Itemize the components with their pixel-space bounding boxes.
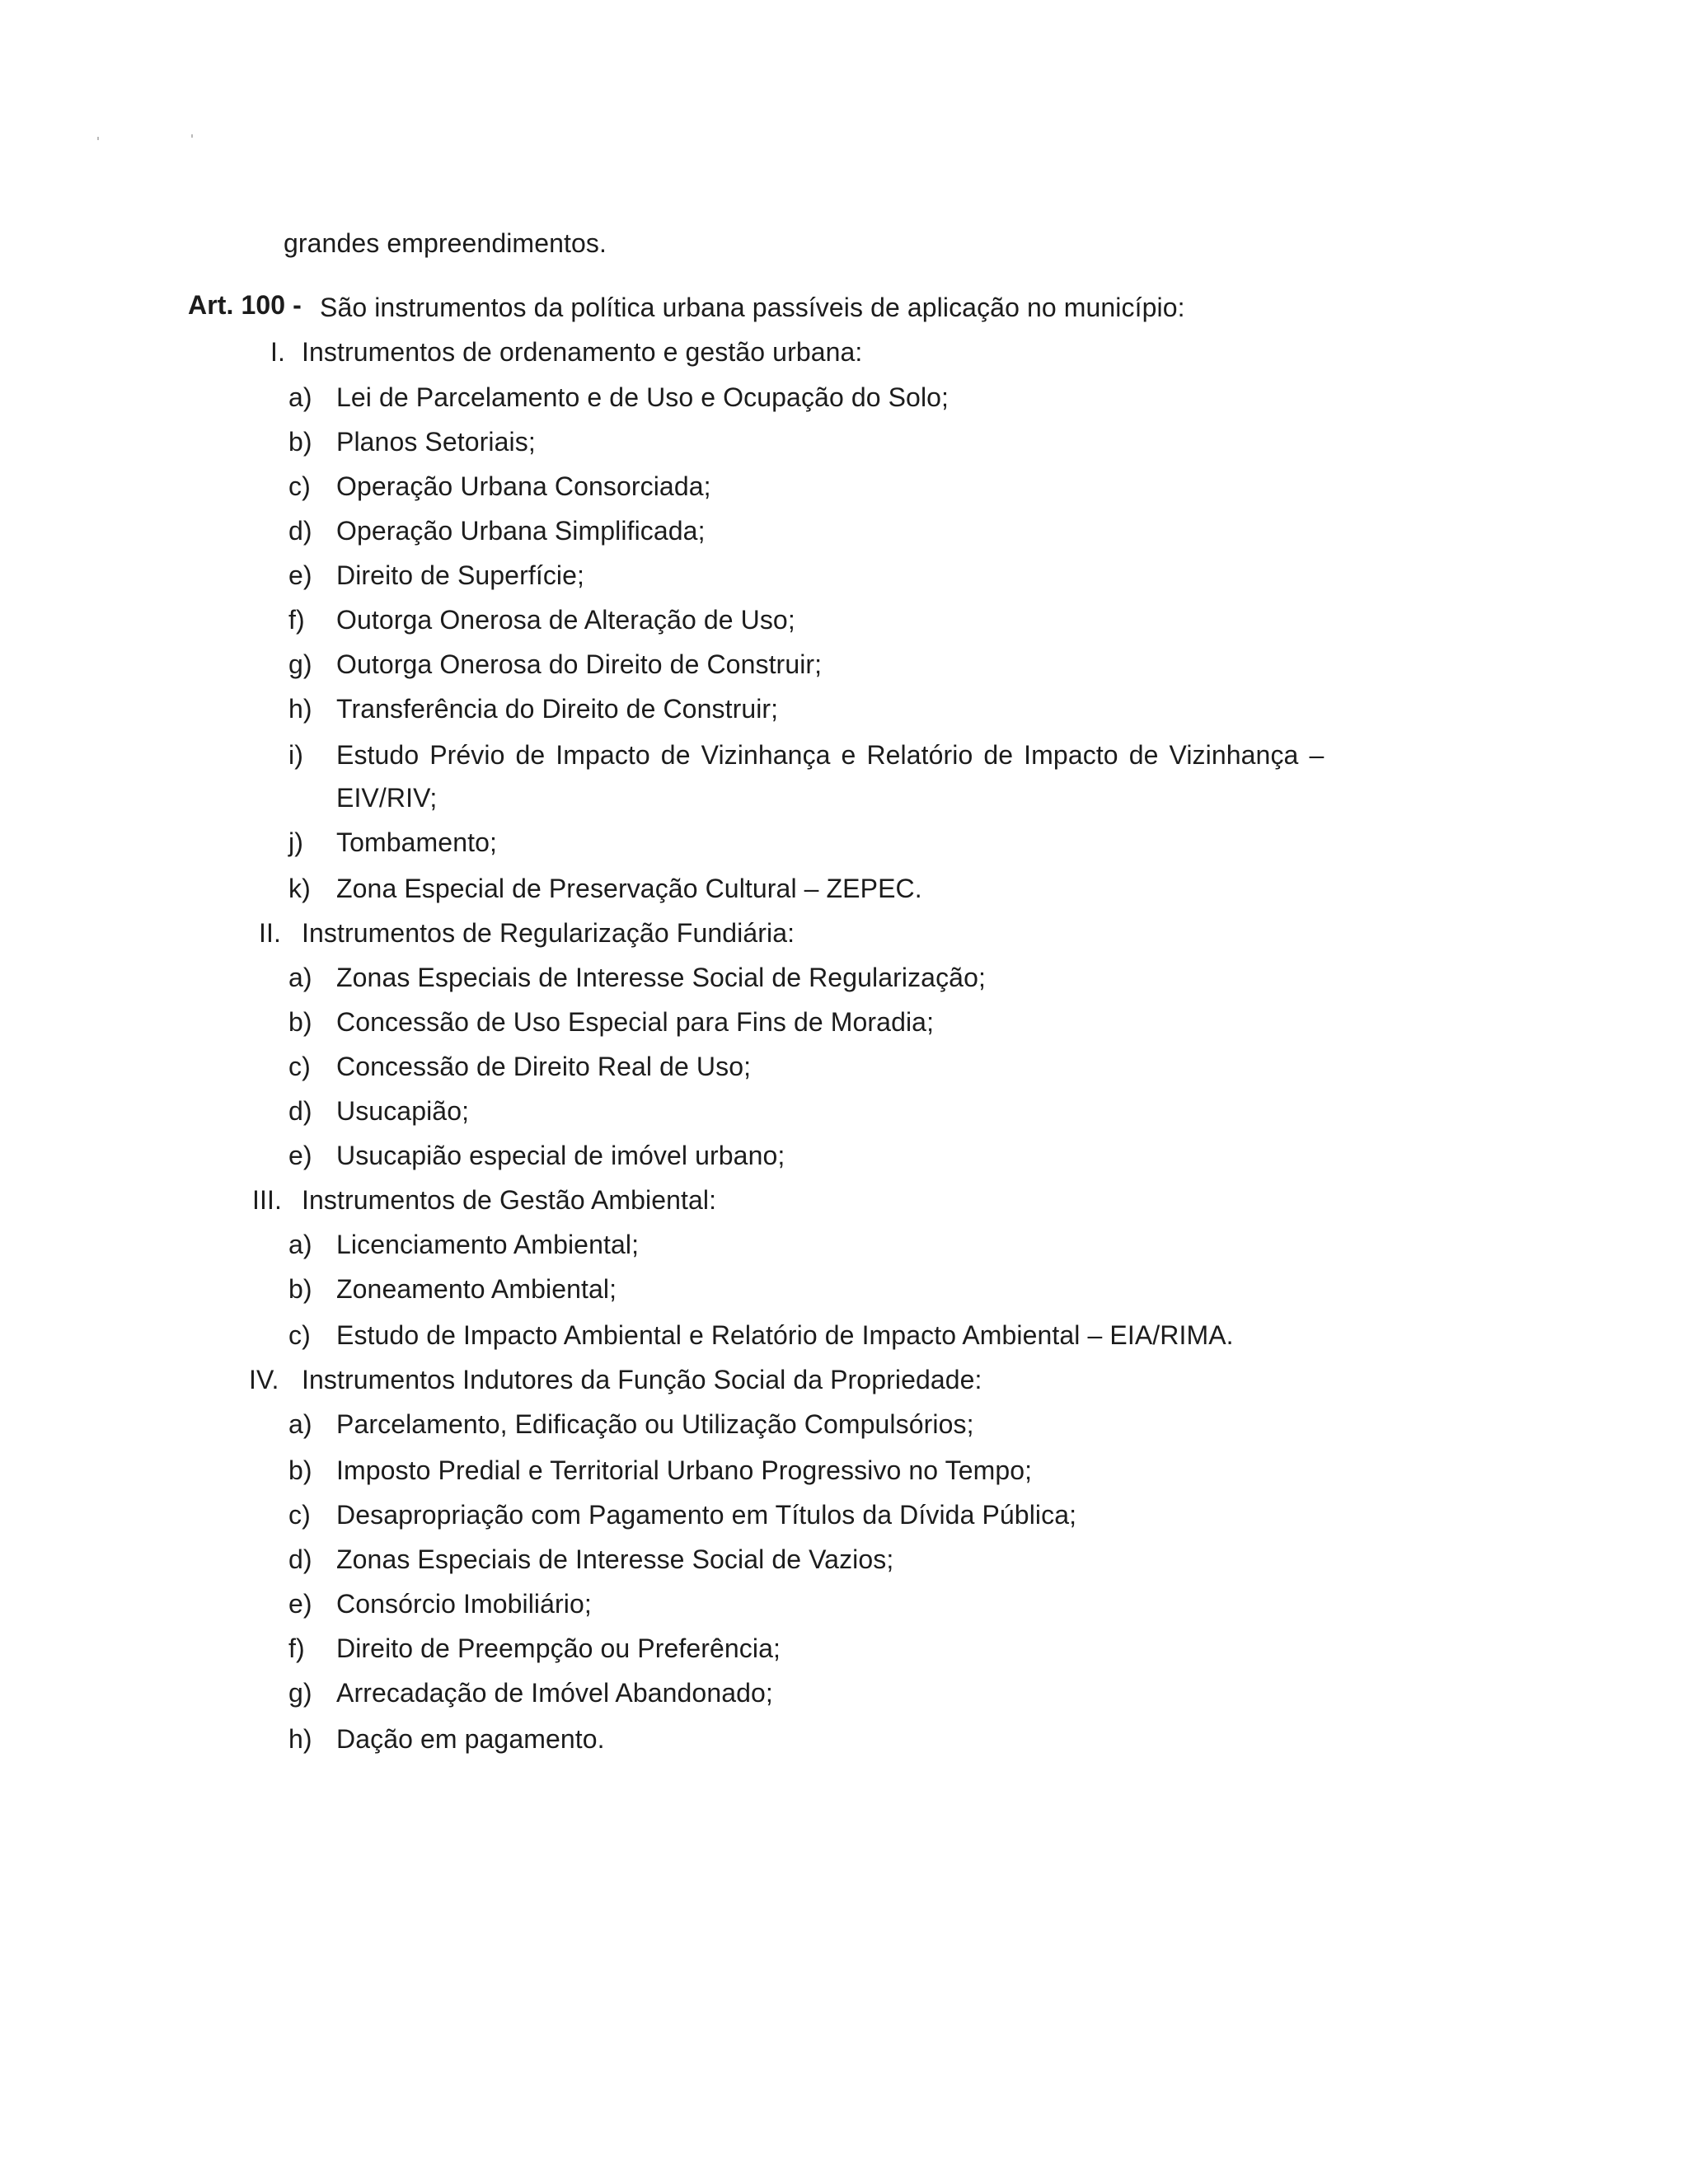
- item-text: Consórcio Imobiliário;: [336, 1589, 592, 1619]
- item-text: Dação em pagamento.: [336, 1724, 605, 1754]
- section-numeral: IV.: [249, 1365, 279, 1394]
- item-text: Direito de Superfície;: [336, 560, 585, 590]
- scan-speck: [97, 137, 99, 140]
- section-title: Instrumentos de Regularização Fundiária:: [302, 918, 795, 948]
- item-text: Concessão de Uso Especial para Fins de Moradia;: [336, 1007, 935, 1037]
- continuation-text: grandes empreendimentos.: [284, 228, 607, 258]
- section-numeral: III.: [252, 1185, 282, 1215]
- item-text-continuation: EIV/RIV;: [336, 783, 438, 813]
- item-letter: h): [288, 694, 312, 724]
- section-title: Instrumentos Indutores da Função Social da Propriedade:: [302, 1365, 982, 1394]
- section-title: Instrumentos de ordenamento e gestão urbana:: [302, 337, 863, 367]
- item-text: Zona Especial de Preservação Cultural – ZEPEC.: [336, 874, 922, 903]
- item-letter: a): [288, 1409, 312, 1439]
- item-text: Estudo de Impacto Ambiental e Relatório de Impacto Ambiental – EIA/RIMA.: [336, 1320, 1234, 1350]
- item-text: Lei de Parcelamento e de Uso e Ocupação do Solo;: [336, 382, 950, 412]
- item-text: Zonas Especiais de Interesse Social de Vazios;: [336, 1544, 894, 1574]
- item-letter: e): [288, 1141, 312, 1170]
- item-letter: j): [288, 827, 303, 857]
- item-letter: d): [288, 516, 312, 546]
- article-label: Art. 100 -: [188, 290, 302, 320]
- item-text: Desapropriação com Pagamento em Títulos da Dívida Pública;: [336, 1500, 1077, 1530]
- item-text: Usucapião;: [336, 1096, 470, 1126]
- item-letter: c): [288, 1320, 311, 1350]
- item-letter: i): [288, 740, 303, 770]
- item-text: Imposto Predial e Territorial Urbano Progressivo no Tempo;: [336, 1455, 1033, 1485]
- item-text: Operação Urbana Consorciada;: [336, 471, 711, 501]
- item-text: Planos Setoriais;: [336, 427, 536, 457]
- item-text: Parcelamento, Edificação ou Utilização Compulsórios;: [336, 1409, 974, 1439]
- item-letter: b): [288, 1455, 312, 1485]
- item-letter: b): [288, 1007, 312, 1037]
- item-letter: b): [288, 427, 312, 457]
- item-text: Licenciamento Ambiental;: [336, 1230, 640, 1259]
- item-text: Estudo Prévio de Impacto de Vizinhança e Relatório de Impacto de Vizinhança –: [336, 740, 1325, 770]
- item-letter: b): [288, 1274, 312, 1304]
- item-letter: a): [288, 963, 312, 992]
- item-letter: a): [288, 1230, 312, 1259]
- item-letter: g): [288, 1678, 312, 1708]
- item-text: Zoneamento Ambiental;: [336, 1274, 617, 1304]
- section-numeral: II.: [259, 918, 281, 948]
- item-letter: d): [288, 1544, 312, 1574]
- item-letter: a): [288, 382, 312, 412]
- item-text: Concessão de Direito Real de Uso;: [336, 1052, 752, 1081]
- item-text: Arrecadação de Imóvel Abandonado;: [336, 1678, 773, 1708]
- item-letter: g): [288, 649, 312, 679]
- item-text: Transferência do Direito de Construir;: [336, 694, 779, 724]
- item-letter: f): [288, 1633, 305, 1663]
- item-letter: h): [288, 1724, 312, 1754]
- article-text: São instrumentos da política urbana passíveis de aplicação no município:: [320, 293, 1185, 322]
- item-letter: k): [288, 874, 311, 903]
- item-text: Tombamento;: [336, 827, 497, 857]
- section-title: Instrumentos de Gestão Ambiental:: [302, 1185, 717, 1215]
- item-text: Usucapião especial de imóvel urbano;: [336, 1141, 785, 1170]
- item-text: Outorga Onerosa do Direito de Construir;: [336, 649, 823, 679]
- item-letter: d): [288, 1096, 312, 1126]
- item-letter: f): [288, 605, 305, 635]
- item-letter: c): [288, 1052, 311, 1081]
- item-text: Operação Urbana Simplificada;: [336, 516, 706, 546]
- scan-speck: [191, 134, 193, 138]
- item-text: Outorga Onerosa de Alteração de Uso;: [336, 605, 795, 635]
- item-letter: c): [288, 1500, 311, 1530]
- item-letter: e): [288, 560, 312, 590]
- item-letter: c): [288, 471, 311, 501]
- item-text: Direito de Preempção ou Preferência;: [336, 1633, 781, 1663]
- item-letter: e): [288, 1589, 312, 1619]
- section-numeral: I.: [270, 337, 285, 367]
- item-text: Zonas Especiais de Interesse Social de Regularização;: [336, 963, 986, 992]
